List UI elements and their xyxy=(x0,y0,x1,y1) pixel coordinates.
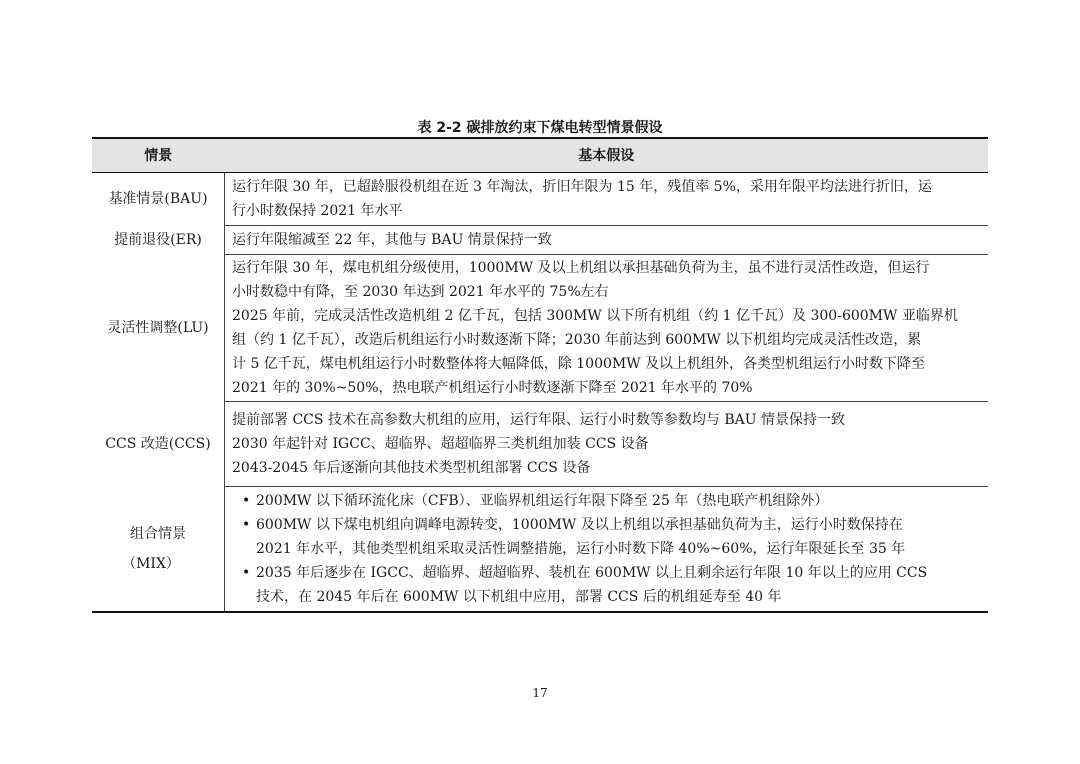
scenario-name-line: 组合情景 xyxy=(130,525,186,542)
bullet-item: • 600MW 以下煤电机组向调峰电源转变，1000MW 及以上机组以承担基础负荷为主，运行小时数保持在 xyxy=(232,513,980,537)
assumption-line: 计 5 亿千瓦，煤电机组运行小时数整体将大幅降低，除 1000MW 及以上机组外，各类型机组运行小时数下降至 xyxy=(232,356,926,372)
header-scenario: 情景 xyxy=(92,138,225,173)
scenario-assumption xyxy=(225,255,989,402)
table-row xyxy=(92,226,988,255)
scenario-assumption xyxy=(225,173,989,226)
scenario-name-line: （MIX） xyxy=(122,555,180,572)
table-caption: 表 2-2 碳排放约束下煤电转型情景假设 xyxy=(417,120,663,136)
scenario-name: CCS 改造(CCS) xyxy=(105,436,211,452)
assumption-line: 提前部署 CCS 技术在高参数大机组的应用，运行年限、运行小时数等参数均与 BAU 情景保持一致 xyxy=(232,412,846,428)
scenario-assumption xyxy=(225,226,989,255)
assumption-line: 组（约 1 亿千瓦），改造后机组运行小时数逐渐下降；2030 年前达到 600MW 以下机组均完成灵活性改造，累 xyxy=(232,332,922,348)
assumption-line: 2021 年的 30%~50%，热电联产机组运行小时数逐渐下降至 2021 年水平的 70% xyxy=(232,380,753,396)
assumption-line: 行小时数保持 2021 年水平 xyxy=(232,203,403,219)
assumption-line: 运行年限 30 年，已超龄服役机组在近 3 年淘汰，折旧年限为 15 年，残值率 5%，采用年限平均法进行折旧，运 xyxy=(232,179,932,195)
scenario-name: 灵活性调整(LU) xyxy=(107,320,209,336)
bullet-item-continued: 2021 年水平，其他类型机组采取灵活性调整措施，运行小时数下降 40%~60%，运行年限延长至 35 年 xyxy=(256,541,906,557)
assumption-line: 2025 年前，完成灵活性改造机组 2 亿千瓦，包括 300MW 以下所有机组（约 1 亿千瓦）及 300-600MW 亚临界机 xyxy=(232,308,958,324)
assumption-line: 小时数稳中有降，至 2030 年达到 2021 年水平的 75%左右 xyxy=(232,284,609,300)
scenario-name: 基准情景(BAU) xyxy=(108,191,208,208)
assumption-line: 运行年限 30 年，煤电机组分级使用，1000MW 及以上机组以承担基础负荷为主，虽不进行灵活性改造，但运行 xyxy=(232,260,930,276)
header-assumption: 基本假设 xyxy=(225,138,989,173)
assumption-line: 2043-2045 年后逐渐向其他技术类型机组部署 CCS 设备 xyxy=(232,460,591,476)
table-row xyxy=(92,173,988,226)
scenario-name xyxy=(92,487,225,613)
table-header-row xyxy=(92,138,988,173)
table-row xyxy=(92,487,988,613)
bullet-item: • 2035 年后逐步在 IGCC、超临界、超超临界、装机在 600MW 以上且剩余运行年限 10 年以上的应用 CCS xyxy=(232,561,980,585)
table-row xyxy=(92,255,988,402)
table-row xyxy=(92,402,988,487)
page-number: 17 xyxy=(532,686,548,700)
bullet-item: • 200MW 以下循环流化床（CFB）、亚临界机组运行年限下降至 25 年（热电联产机组除外） xyxy=(232,489,980,513)
scenario-assumption xyxy=(225,402,989,487)
assumption-line: 运行年限缩减至 22 年，其他与 BAU 情景保持一致 xyxy=(232,232,552,248)
scenario-name: 提前退役(ER) xyxy=(114,232,202,248)
scenario-table xyxy=(92,137,988,613)
bullet-item-continued: 技术，在 2045 年后在 600MW 以下机组中应用，部署 CCS 后的机组延寿至 40 年 xyxy=(256,589,782,605)
scenario-assumption xyxy=(225,487,989,613)
assumption-line: 2030 年起针对 IGCC、超临界、超超临界三类机组加装 CCS 设备 xyxy=(232,436,649,452)
